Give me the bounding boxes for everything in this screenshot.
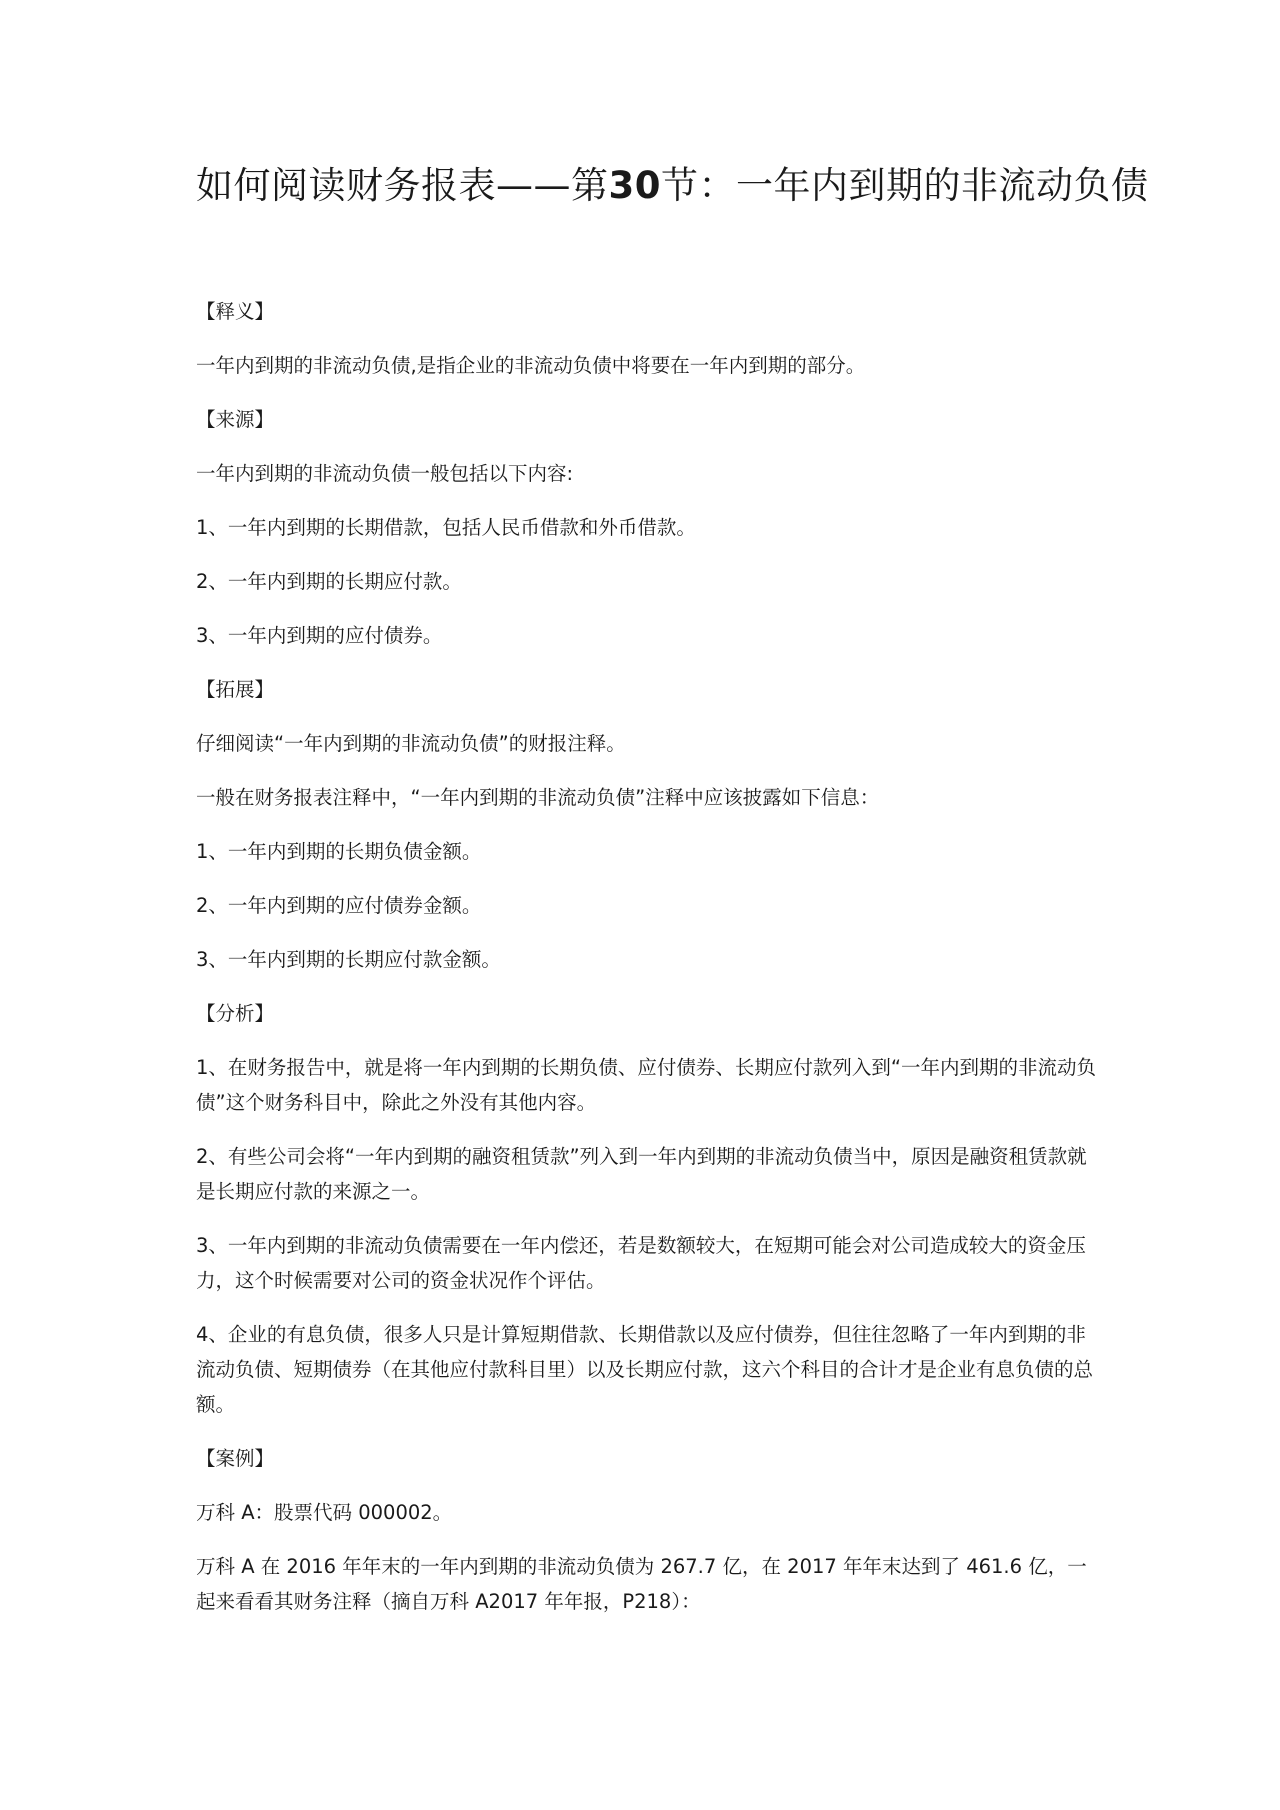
list-item: 1、在财务报告中，就是将一年内到期的长期负债、应付债券、长期应付款列入到“一年内到期的非流动负债”这个财务科目中，除此之外没有其他内容。 bbox=[196, 1056, 1097, 1114]
list-item: 2、一年内到期的应付债券金额。 bbox=[196, 894, 482, 917]
section-heading-source: 【来源】 bbox=[196, 408, 275, 431]
page-title bbox=[196, 160, 1149, 212]
list-item: 2、有些公司会将“一年内到期的融资租赁款”列入到一年内到期的非流动负债当中，原因是融资租赁款就是长期应付款的来源之一。 bbox=[196, 1145, 1087, 1203]
paragraph: 一年内到期的非流动负债一般包括以下内容: bbox=[196, 462, 574, 485]
paragraph: 万科 A 在 2016 年年末的一年内到期的非流动负债为 267.7 亿，在 2017 年年末达到了 461.6 亿，一起来看看其财务注释（摘自万科 A2017 年年报，P218）： bbox=[196, 1555, 1087, 1613]
list-item: 3、一年内到期的非流动负债需要在一年内偿还，若是数额较大，在短期可能会对公司造成较大的资金压力，这个时候需要对公司的资金状况作个评估。 bbox=[196, 1234, 1086, 1292]
section-heading-case: 【案例】 bbox=[196, 1447, 275, 1470]
title-prefix: 如何阅读财务报表——第 bbox=[196, 164, 609, 207]
section-heading-analysis: 【分析】 bbox=[196, 1002, 275, 1025]
paragraph: 一年内到期的非流动负债,是指企业的非流动负债中将要在一年内到期的部分。 bbox=[196, 354, 866, 377]
title-suffix: 节：一年内到期的非流动负债 bbox=[661, 164, 1149, 207]
list-item: 3、一年内到期的长期应付款金额。 bbox=[196, 948, 501, 971]
paragraph: 万科 A：股票代码 000002。 bbox=[196, 1501, 453, 1524]
paragraph: 一般在财务报表注释中，“一年内到期的非流动负债”注释中应该披露如下信息： bbox=[196, 786, 880, 809]
section-heading-extension: 【拓展】 bbox=[196, 678, 275, 701]
section-heading-definition: 【释义】 bbox=[196, 300, 275, 323]
list-item: 1、一年内到期的长期负债金额。 bbox=[196, 840, 482, 863]
list-item: 4、企业的有息负债，很多人只是计算短期借款、长期借款以及应付债券，但往往忽略了一年内到期的非流动负债、短期债券（在其他应付款科目里）以及长期应付款，这六个科目的合计才是企业有息负债的总额。 bbox=[196, 1323, 1094, 1416]
paragraph: 仔细阅读“一年内到期的非流动负债”的财报注释。 bbox=[196, 732, 626, 755]
list-item: 3、一年内到期的应付债券。 bbox=[196, 624, 443, 647]
list-item: 2、一年内到期的长期应付款。 bbox=[196, 570, 462, 593]
list-item: 1、一年内到期的长期借款，包括人民币借款和外币借款。 bbox=[196, 516, 696, 539]
title-number: 30 bbox=[608, 164, 661, 207]
document-body bbox=[196, 294, 1096, 1619]
